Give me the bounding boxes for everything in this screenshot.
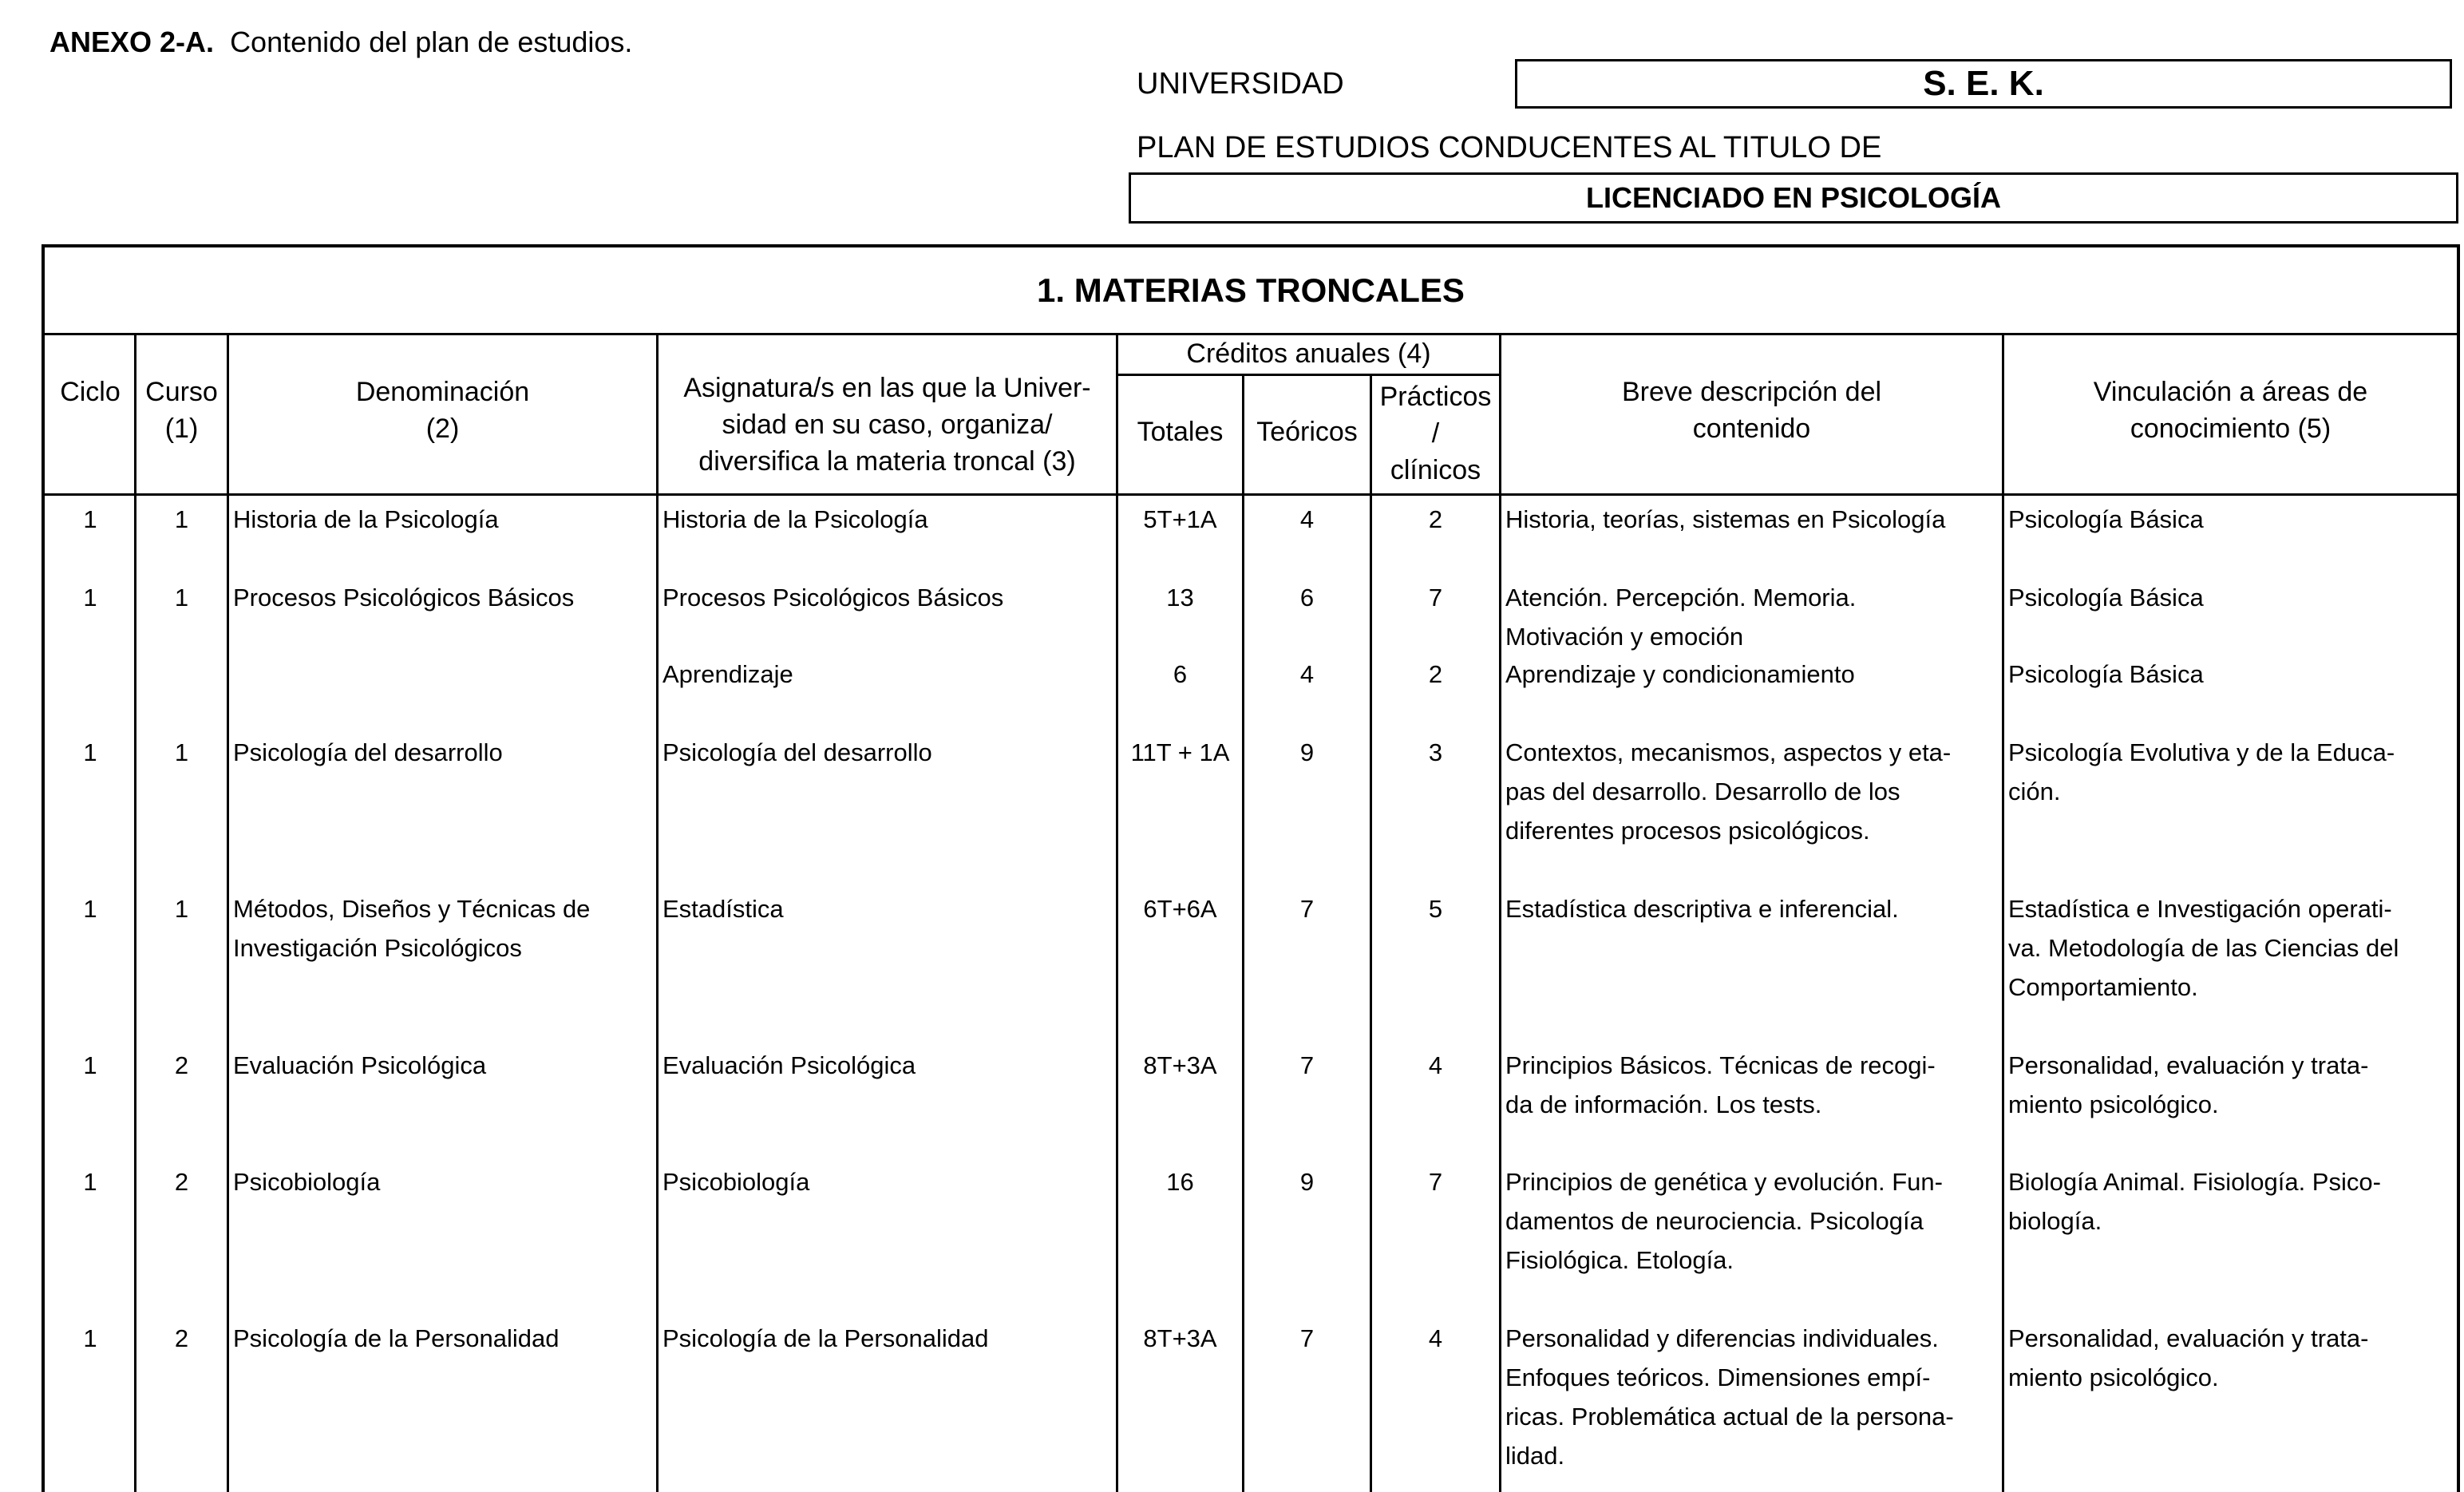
cell-totales: 8T+3A (1143, 1324, 1217, 1352)
cell-ciclo: 1 (83, 584, 97, 611)
cell-curso: 2 (174, 1051, 189, 1079)
cell-descripcion-line: Principios de genética y evolución. Fun- (1505, 1168, 1943, 1196)
cell-denominacion (233, 733, 656, 772)
cell-ciclo: 1 (83, 738, 97, 766)
cell-curso: 1 (174, 584, 189, 611)
cell-descripcion-line: Personalidad y diferencias individuales. (1505, 1324, 1939, 1352)
col-header-curso-label: Curso (145, 377, 218, 407)
cell-descripcion-line: diferentes procesos psicológicos. (1505, 817, 1870, 845)
cell-descripcion-line: pas del desarrollo. Desarrollo de los (1505, 778, 1900, 805)
col-header-descripcion (1501, 374, 2002, 447)
column-divider (2002, 334, 2004, 1492)
cell-practicos: 5 (1428, 895, 1443, 923)
university-name: S. E. K. (1923, 64, 2044, 103)
col-header-asignatura (659, 370, 1116, 480)
cell-denominacion-line: Psicobiología (233, 1168, 381, 1196)
col-header-ciclo: Ciclo (60, 377, 121, 407)
section-title-text: 1. MATERIAS TRONCALES (1037, 271, 1465, 309)
cell-descripcion-line: Enfoques teóricos. Dimensiones empí- (1505, 1363, 1931, 1391)
cell-vinculacion-line: ción. (2008, 778, 2061, 805)
cell-practicos: 2 (1428, 505, 1443, 533)
cell-ciclo: 1 (83, 1051, 97, 1079)
cell-totales: 6T+6A (1143, 895, 1217, 923)
col-header-asignatura-line: Asignatura/s en las que la Univer- (683, 373, 1091, 403)
cell-descripcion-line: Aprendizaje y condicionamiento (1505, 660, 1855, 688)
cell-denominacion (233, 1319, 656, 1358)
cell-descripcion-line: Atención. Percepción. Memoria. (1505, 584, 1857, 611)
cell-vinculacion-line: Psicología Evolutiva y de la Educa- (2008, 738, 2395, 766)
cell-descripcion (1505, 1319, 2002, 1475)
section-title (45, 247, 2457, 335)
col-header-vinculacion-line: Vinculación a áreas de (2093, 377, 2368, 407)
cell-practicos: 7 (1428, 584, 1443, 611)
col-header-asignatura-line: sidad en su caso, organiza/ (722, 410, 1053, 440)
cell-denominacion-line: Investigación Psicológicos (233, 934, 522, 962)
cell-teoricos: 7 (1299, 1051, 1315, 1079)
cell-descripcion-line: ricas. Problemática actual de la persona- (1505, 1403, 1954, 1431)
column-divider (227, 334, 229, 1492)
cell-descripcion-line: lidad. (1505, 1442, 1565, 1470)
col-header-descripcion-line: Breve descripción del (1621, 377, 1882, 407)
cell-curso: 2 (174, 1324, 189, 1352)
cell-denominacion (233, 1046, 656, 1085)
cell-vinculacion (2008, 889, 2455, 1007)
cell-denominacion (233, 578, 656, 617)
cell-vinculacion (2008, 655, 2455, 694)
cell-denominacion (233, 1162, 656, 1201)
cell-ciclo: 1 (83, 505, 97, 533)
col-header-practicos-line: Prácticos (1379, 382, 1492, 412)
cell-descripcion-line: Estadística descriptiva e inferencial. (1505, 895, 1899, 923)
annex-heading (49, 26, 632, 59)
cell-asignatura: Psicobiología (662, 1168, 810, 1196)
col-header-practicos (1372, 378, 1499, 489)
cell-teoricos: 4 (1299, 660, 1315, 688)
cell-descripcion (1505, 500, 2002, 539)
cell-denominacion (233, 889, 656, 968)
cell-descripcion (1505, 1046, 2002, 1124)
university-name-box (1515, 59, 2452, 109)
cell-practicos: 4 (1428, 1051, 1443, 1079)
col-header-vinculacion (2004, 374, 2457, 447)
cell-asignatura: Evaluación Psicológica (662, 1051, 916, 1079)
col-header-totales: Totales (1137, 417, 1224, 447)
cell-descripcion-line: Fisiológica. Etología. (1505, 1246, 1734, 1274)
cell-descripcion (1505, 655, 2002, 694)
cell-vinculacion-line: Psicología Básica (2008, 584, 2204, 611)
cell-denominacion-line: Psicología de la Personalidad (233, 1324, 560, 1352)
cell-descripcion (1505, 889, 2002, 928)
col-header-practicos-line: clínicos (1390, 455, 1481, 485)
cell-curso: 1 (174, 738, 189, 766)
cell-teoricos: 9 (1299, 1168, 1315, 1196)
cell-practicos: 2 (1428, 660, 1443, 688)
cell-vinculacion (2008, 500, 2455, 539)
col-header-denominacion-label: Denominación (355, 377, 530, 407)
cell-descripcion-line: Motivación y emoción (1505, 623, 1744, 651)
cell-totales: 11T + 1A (1130, 738, 1230, 766)
cell-totales: 8T+3A (1143, 1051, 1217, 1079)
col-header-denominacion-note: (2) (425, 414, 460, 444)
cell-teoricos: 7 (1299, 895, 1315, 923)
col-header-curso (136, 374, 227, 447)
col-header-creditos: Créditos anuales (4) (1186, 338, 1431, 369)
cell-denominacion-line: Historia de la Psicología (233, 505, 499, 533)
cell-denominacion (233, 500, 656, 539)
cell-vinculacion-line: Biología Animal. Fisiología. Psico- (2008, 1168, 2381, 1196)
degree-title: LICENCIADO EN PSICOLOGÍA (1585, 181, 2002, 214)
cell-teoricos: 4 (1299, 505, 1315, 533)
cell-descripcion (1505, 578, 2002, 656)
annex-title: Contenido del plan de estudios. (230, 26, 633, 58)
column-divider (1499, 334, 1501, 1492)
credits-subheader-line (1116, 374, 1501, 376)
cell-asignatura: Psicología del desarrollo (662, 738, 932, 766)
cell-ciclo: 1 (83, 1168, 97, 1196)
cell-descripcion-line: damentos de neurociencia. Psicología (1505, 1207, 1924, 1235)
col-header-practicos-line: / (1431, 418, 1440, 449)
cell-totales: 13 (1166, 584, 1194, 611)
cell-asignatura: Historia de la Psicología (662, 505, 928, 533)
header-bottom-line (45, 493, 2457, 496)
cell-vinculacion-line: Personalidad, evaluación y trata- (2008, 1051, 2369, 1079)
column-divider (656, 334, 659, 1492)
cell-curso: 1 (174, 895, 189, 923)
cell-practicos: 4 (1428, 1324, 1443, 1352)
cell-totales: 16 (1166, 1168, 1194, 1196)
cell-ciclo: 1 (83, 895, 97, 923)
cell-totales: 5T+1A (1143, 505, 1217, 533)
col-header-vinculacion-line: conocimiento (5) (2130, 414, 2332, 444)
cell-curso: 1 (174, 505, 189, 533)
cell-descripcion-line: da de información. Los tests. (1505, 1090, 1822, 1118)
cell-teoricos: 6 (1299, 584, 1315, 611)
cell-vinculacion (2008, 1162, 2455, 1241)
annex-number: ANEXO 2-A. (49, 26, 215, 58)
cell-vinculacion-line: Personalidad, evaluación y trata- (2008, 1324, 2369, 1352)
degree-box (1129, 172, 2458, 224)
university-label: UNIVERSIDAD (1137, 67, 1344, 101)
cell-vinculacion-line: miento psicológico. (2008, 1090, 2219, 1118)
cell-vinculacion-line: va. Metodología de las Ciencias del (2008, 934, 2399, 962)
cell-descripcion-line: Contextos, mecanismos, aspectos y eta- (1505, 738, 1952, 766)
cell-vinculacion (2008, 578, 2455, 617)
cell-denominacion-line: Psicología del desarrollo (233, 738, 503, 766)
cell-descripcion-line: Principios Básicos. Técnicas de recogi- (1505, 1051, 1936, 1079)
col-header-teoricos: Teóricos (1256, 417, 1358, 447)
cell-vinculacion-line: Psicología Básica (2008, 505, 2204, 533)
cell-teoricos: 7 (1299, 1324, 1315, 1352)
cell-descripcion-line: Historia, teorías, sistemas en Psicología (1505, 505, 1946, 533)
plan-label: PLAN DE ESTUDIOS CONDUCENTES AL TITULO DE (1137, 131, 1882, 164)
cell-vinculacion-line: Psicología Básica (2008, 660, 2204, 688)
cell-descripcion (1505, 733, 2002, 850)
cell-vinculacion (2008, 1319, 2455, 1397)
cell-asignatura: Aprendizaje (662, 660, 793, 688)
cell-totales: 6 (1173, 660, 1188, 688)
cell-practicos: 7 (1428, 1168, 1443, 1196)
cell-asignatura: Psicología de la Personalidad (662, 1324, 989, 1352)
cell-vinculacion (2008, 1046, 2455, 1124)
cell-denominacion-line: Métodos, Diseños y Técnicas de (233, 895, 591, 923)
cell-vinculacion (2008, 733, 2455, 811)
col-header-asignatura-line: diversifica la materia troncal (3) (698, 446, 1076, 477)
cell-practicos: 3 (1428, 738, 1443, 766)
cell-denominacion-line: Evaluación Psicológica (233, 1051, 487, 1079)
cell-vinculacion-line: Estadística e Investigación operati- (2008, 895, 2392, 923)
cell-denominacion-line: Procesos Psicológicos Básicos (233, 584, 575, 611)
cell-teoricos: 9 (1299, 738, 1315, 766)
col-header-curso-note: (1) (164, 414, 199, 444)
cell-ciclo: 1 (83, 1324, 97, 1352)
cell-vinculacion-line: Comportamiento. (2008, 973, 2198, 1001)
col-header-descripcion-line: contenido (1692, 414, 1811, 444)
col-header-denominacion (229, 374, 656, 447)
cell-vinculacion-line: biología. (2008, 1207, 2102, 1235)
cell-asignatura: Procesos Psicológicos Básicos (662, 584, 1004, 611)
cell-curso: 2 (174, 1168, 189, 1196)
cell-descripcion (1505, 1162, 2002, 1280)
cell-asignatura: Estadística (662, 895, 784, 923)
cell-vinculacion-line: miento psicológico. (2008, 1363, 2219, 1391)
